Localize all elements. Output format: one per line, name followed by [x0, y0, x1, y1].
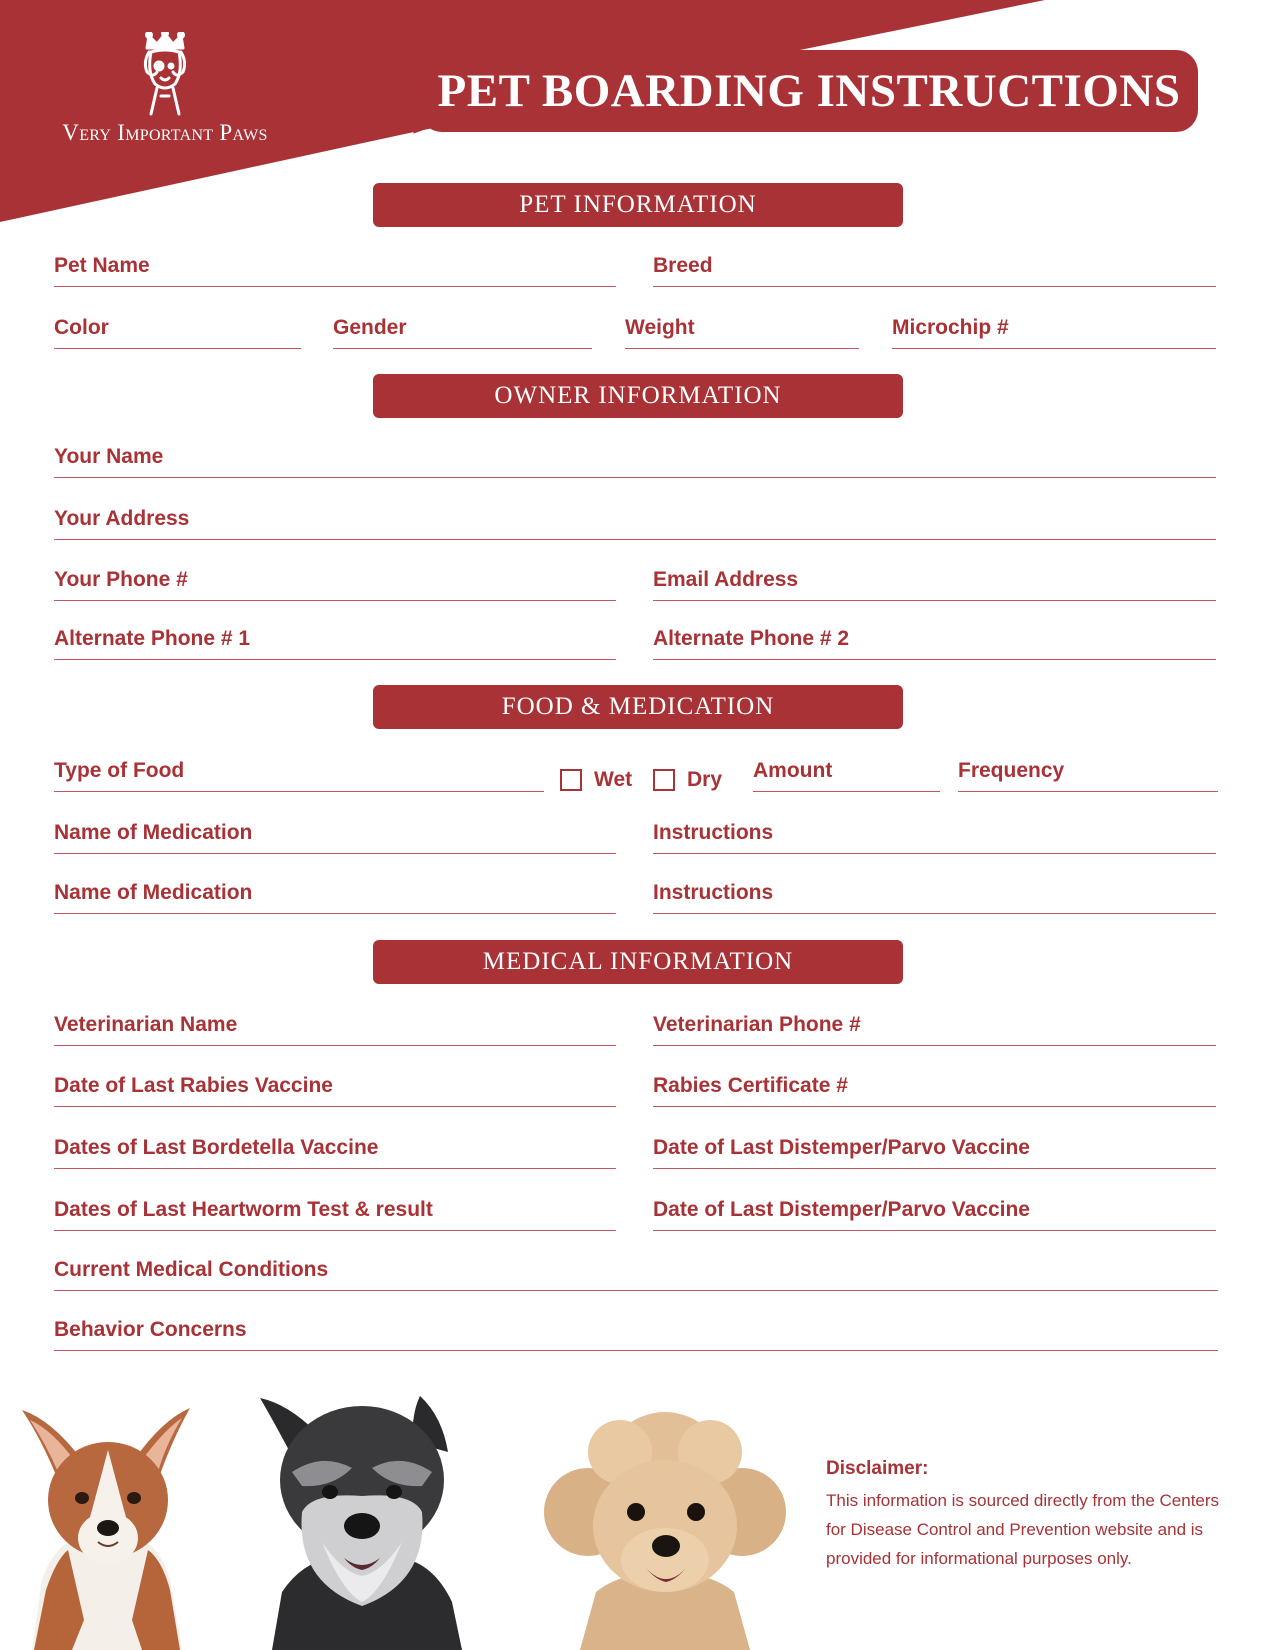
color-label: Color: [54, 316, 109, 339]
schnauzer-dog-photo-icon: [252, 1392, 482, 1650]
color-field[interactable]: [54, 309, 301, 349]
wet-checkbox-box[interactable]: [560, 769, 582, 791]
your-address-field[interactable]: [54, 500, 1216, 540]
instructions-2-label: Instructions: [653, 881, 774, 904]
brand-logo: [30, 32, 300, 146]
your-address-label: Your Address: [54, 507, 190, 530]
rabies-cert-field[interactable]: [653, 1067, 1216, 1107]
weight-field[interactable]: [625, 309, 859, 349]
bordetella-label: Dates of Last Bordetella Vaccine: [54, 1136, 379, 1159]
disclaimer-text: This information is sourced directly from the Centers for Disease Control and Prevention website and is provided for informational purposes only.: [826, 1491, 1220, 1568]
email-field[interactable]: [653, 561, 1216, 601]
distemper-1-field[interactable]: [653, 1129, 1216, 1169]
section-heading-food: FOOD & MEDICATION: [373, 685, 903, 729]
weight-label: Weight: [625, 316, 695, 339]
page-title: PET BOARDING INSTRUCTIONS: [420, 50, 1198, 132]
disclaimer: [826, 1458, 1236, 1573]
rabies-cert-label: Rabies Certificate #: [653, 1074, 848, 1097]
your-name-field[interactable]: [54, 438, 1216, 478]
instructions-2-field[interactable]: [653, 874, 1216, 914]
breed-label: Breed: [653, 254, 713, 277]
vet-phone-label: Veterinarian Phone #: [653, 1013, 861, 1036]
amount-label: Amount: [753, 759, 833, 782]
wet-checkbox[interactable]: [560, 768, 632, 792]
section-heading-pet: PET INFORMATION: [373, 183, 903, 227]
brand-name: Very Important Paws: [62, 120, 268, 145]
alt-phone-1-label: Alternate Phone # 1: [54, 627, 251, 650]
medication-2-field[interactable]: [54, 874, 616, 914]
instructions-1-field[interactable]: [653, 814, 1216, 854]
dry-checkbox-box[interactable]: [653, 769, 675, 791]
wet-checkbox-label: Wet: [594, 768, 633, 791]
heartworm-field[interactable]: [54, 1191, 616, 1231]
distemper-2-field[interactable]: [653, 1191, 1216, 1231]
dry-checkbox-label: Dry: [687, 768, 723, 791]
instructions-1-label: Instructions: [653, 821, 774, 844]
type-of-food-field[interactable]: [54, 752, 544, 792]
gender-field[interactable]: [333, 309, 592, 349]
medication-1-field[interactable]: [54, 814, 616, 854]
your-phone-label: Your Phone #: [54, 568, 188, 591]
conditions-field[interactable]: [54, 1251, 1218, 1291]
alt-phone-2-field[interactable]: [653, 620, 1216, 660]
vet-phone-field[interactable]: [653, 1006, 1216, 1046]
behavior-field[interactable]: [54, 1311, 1218, 1351]
breed-field[interactable]: [653, 247, 1216, 287]
alt-phone-1-field[interactable]: [54, 620, 616, 660]
disclaimer-title: Disclaimer:: [826, 1458, 929, 1479]
medication-1-label: Name of Medication: [54, 821, 253, 844]
frequency-label: Frequency: [958, 759, 1065, 782]
pet-name-label: Pet Name: [54, 254, 150, 277]
behavior-label: Behavior Concerns: [54, 1318, 247, 1341]
dry-checkbox[interactable]: [653, 768, 722, 792]
rabies-date-field[interactable]: [54, 1067, 616, 1107]
vet-name-label: Veterinarian Name: [54, 1013, 238, 1036]
distemper-2-label: Date of Last Distemper/Parvo Vaccine: [653, 1198, 1030, 1221]
bordetella-field[interactable]: [54, 1129, 616, 1169]
pet-name-field[interactable]: [54, 247, 616, 287]
microchip-label: Microchip #: [892, 316, 1009, 339]
medication-2-label: Name of Medication: [54, 881, 253, 904]
your-name-label: Your Name: [54, 445, 164, 468]
microchip-field[interactable]: [892, 309, 1216, 349]
vet-name-field[interactable]: [54, 1006, 616, 1046]
section-heading-medical: MEDICAL INFORMATION: [373, 940, 903, 984]
alt-phone-2-label: Alternate Phone # 2: [653, 627, 850, 650]
poodle-dog-photo-icon: [540, 1402, 790, 1650]
email-label: Email Address: [653, 568, 799, 591]
amount-field[interactable]: [753, 752, 940, 792]
gender-label: Gender: [333, 316, 407, 339]
conditions-label: Current Medical Conditions: [54, 1258, 329, 1281]
crowned-dog-logo-icon: [135, 32, 195, 118]
basenji-dog-photo-icon: [12, 1400, 202, 1650]
section-heading-owner: OWNER INFORMATION: [373, 374, 903, 418]
type-of-food-label: Type of Food: [54, 759, 185, 782]
rabies-date-label: Date of Last Rabies Vaccine: [54, 1074, 333, 1097]
heartworm-label: Dates of Last Heartworm Test & result: [54, 1198, 433, 1221]
frequency-field[interactable]: [958, 752, 1218, 792]
your-phone-field[interactable]: [54, 561, 616, 601]
distemper-1-label: Date of Last Distemper/Parvo Vaccine: [653, 1136, 1030, 1159]
